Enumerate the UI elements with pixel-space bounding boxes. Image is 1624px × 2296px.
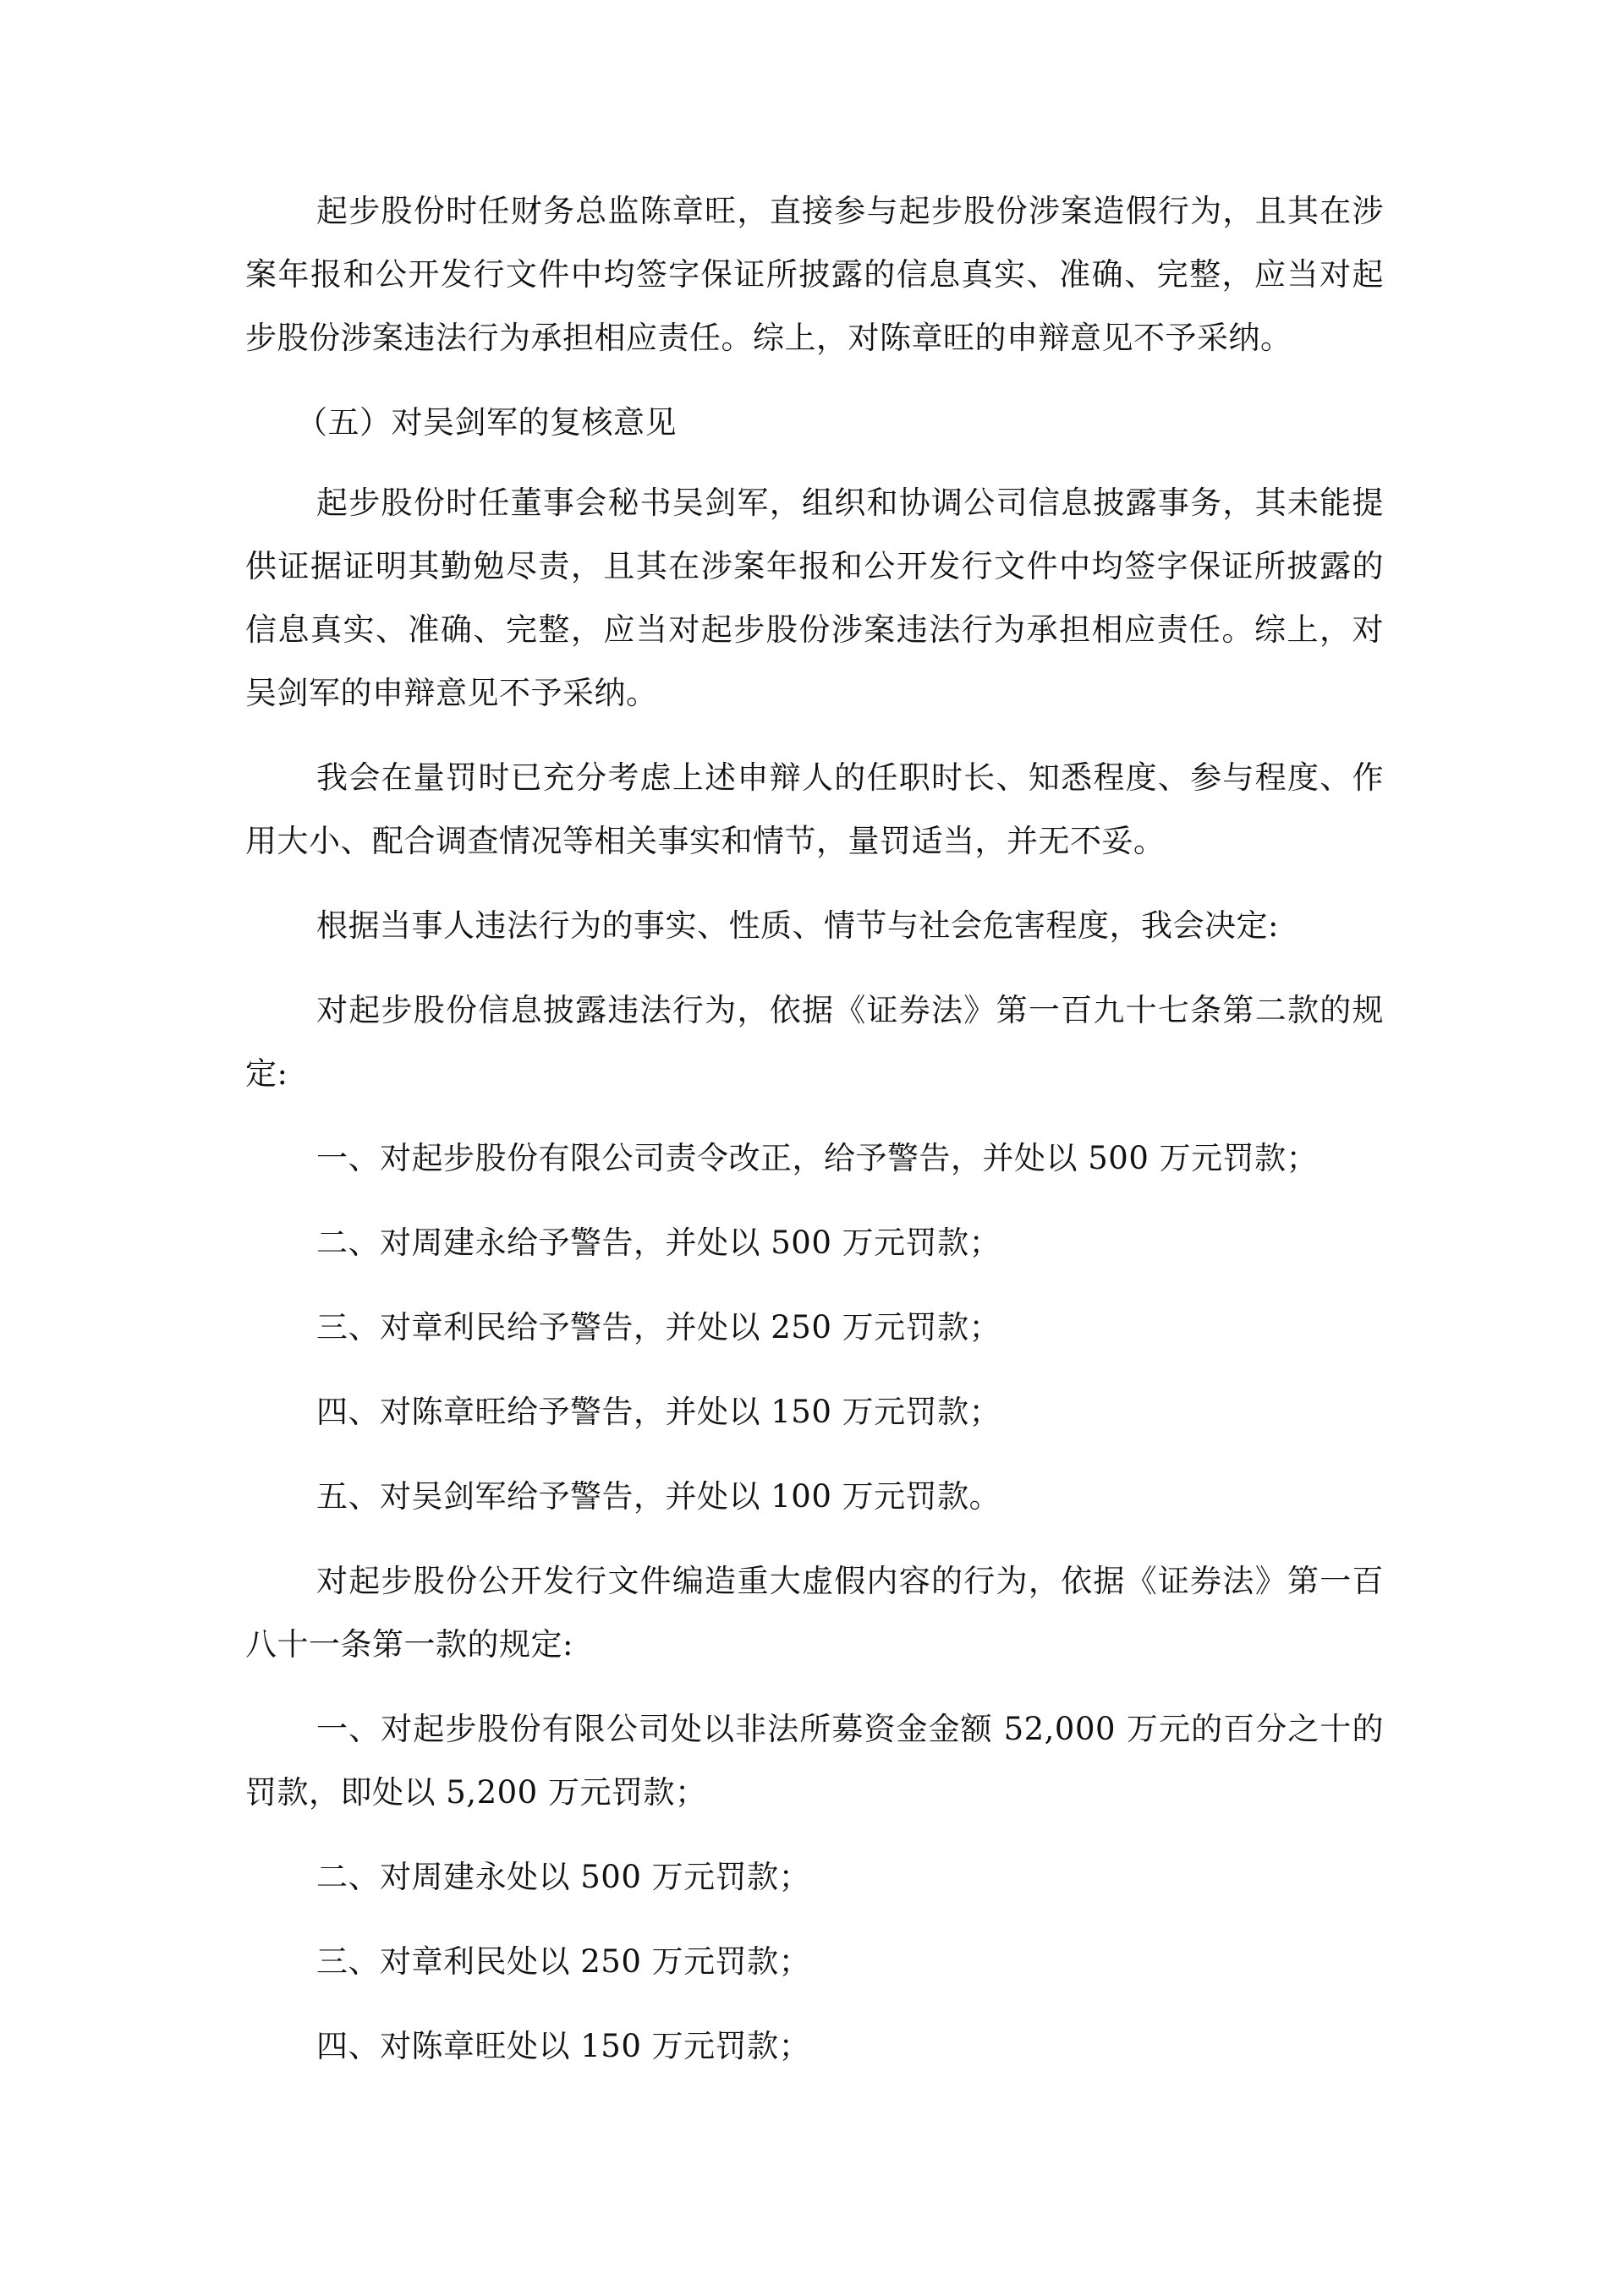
penalty-item: 一、对起步股份有限公司责令改正，给予警告，并处以 500 万元罚款； — [316, 1140, 1319, 1176]
penalty-item: 四、对陈章旺给予警告，并处以 150 万元罚款； — [316, 1394, 1001, 1430]
penalty-item: 五、对吴剑军给予警告，并处以 100 万元罚款。 — [316, 1478, 1001, 1515]
paragraph-offering-fraud-basis: 对起步股份公开发行文件编造重大虚假内容的行为，依据《证券法》第一百八十一条第一款的规定: — [245, 1563, 1384, 1663]
section-heading-wu-review: （五）对吴剑军的复核意见 — [296, 404, 677, 441]
penalty-item: 四、对陈章旺处以 150 万元罚款； — [316, 2028, 811, 2064]
paragraph-disclosure-violation-basis: 对起步股份信息披露违法行为，依据《证券法》第一百九十七条第二款的规定: — [245, 992, 1384, 1092]
penalty-item: 三、对章利民给予警告，并处以 250 万元罚款； — [316, 1309, 1001, 1345]
paragraph-decision-intro: 根据当事人违法行为的事实、性质、情节与社会危害程度，我会决定: — [316, 907, 1279, 944]
penalty-item: 二、对周建永处以 500 万元罚款； — [316, 1859, 811, 1895]
penalty-item: 一、对起步股份有限公司处以非法所募资金金额 52,000 万元的百分之十的罚款，即处以 5,200 万元罚款； — [245, 1711, 1384, 1811]
penalty-item: 三、对章利民处以 250 万元罚款； — [316, 1943, 811, 1980]
paragraph-chen-review-conclusion: 起步股份时任财务总监陈章旺，直接参与起步股份涉案造假行为，且其在涉案年报和公开发行文件中均签字保证所披露的信息真实、准确、完整，应当对起步股份涉案违法行为承担相应责任。综上，对陈章旺的申辩意见不予采纳。 — [245, 193, 1384, 356]
penalty-item: 二、对周建永给予警告，并处以 500 万元罚款； — [316, 1225, 1001, 1261]
paragraph-wu-review-conclusion: 起步股份时任董事会秘书吴剑军，组织和协调公司信息披露事务，其未能提供证据证明其勤勉尽责，且其在涉案年报和公开发行文件中均签字保证所披露的信息真实、准确、完整，应当对起步股份涉案违法行为承担相应责任。综上，对吴剑军的申辩意见不予采纳。 — [245, 485, 1384, 711]
document-page — [245, 179, 1384, 2099]
paragraph-penalty-consideration: 我会在量罚时已充分考虑上述申辩人的任职时长、知悉程度、参与程度、作用大小、配合调查情况等相关事实和情节，量罚适当，并无不妥。 — [245, 759, 1384, 859]
